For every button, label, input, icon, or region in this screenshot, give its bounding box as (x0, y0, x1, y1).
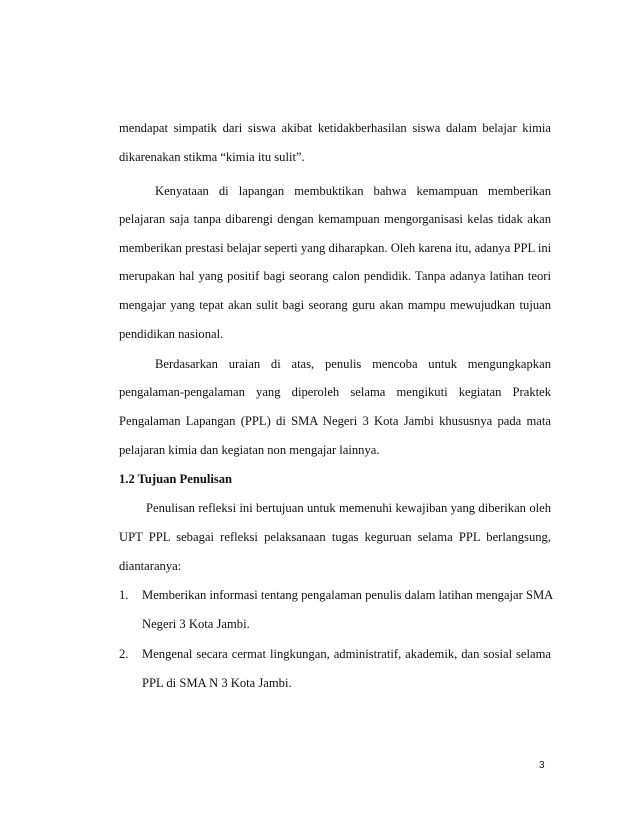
paragraph-line: pengalaman-pengalaman yang diperoleh selama mengikuti kegiatan Praktek (119, 385, 551, 399)
section-heading: 1.2 Tujuan Penulisan (119, 472, 233, 486)
paragraph-line: pendidikan nasional. (119, 327, 224, 341)
paragraph-line: merupakan hal yang positif bagi seorang calon pendidik. Tanpa adanya latihan teori (119, 269, 551, 283)
page-number: 3 (539, 760, 545, 771)
paragraph-line: mendapat simpatik dari siswa akibat ketidakberhasilan siswa dalam belajar kimia (119, 121, 551, 135)
paragraph-line: Kenyataan di lapangan membuktikan bahwa kemampuan memberikan (155, 184, 551, 198)
paragraph-line: Pengalaman Lapangan (PPL) di SMA Negeri 3 Kota Jambi khususnya pada mata (119, 414, 551, 428)
list-item-line: Mengenal secara cermat lingkungan, administratif, akademik, dan sosial selama (142, 647, 551, 661)
list-item-line: Negeri 3 Kota Jambi. (142, 617, 250, 631)
list-item-number: 2. (119, 647, 129, 661)
list-item-line: PPL di SMA N 3 Kota Jambi. (142, 676, 292, 690)
paragraph-line: pelajaran kimia dan kegiatan non mengajar lainnya. (119, 443, 380, 457)
paragraph-line: dikarenakan stikma “kimia itu sulit”. (119, 150, 305, 164)
paragraph-line: Berdasarkan uraian di atas, penulis mencoba untuk mengungkapkan (155, 357, 551, 371)
paragraph-line: pelajaran saja tanpa dibarengi dengan kemampuan mengorganisasi kelas tidak akan (119, 212, 551, 226)
paragraph-line: Penulisan refleksi ini bertujuan untuk memenuhi kewajiban yang diberikan oleh (146, 501, 551, 515)
paragraph-line: diantaranya: (119, 559, 182, 573)
list-item-number: 1. (119, 588, 129, 602)
list-item-line: Memberikan informasi tentang pengalaman penulis dalam latihan mengajar SMA (142, 588, 554, 602)
paragraph-line: UPT PPL sebagai refleksi pelaksanaan tugas keguruan selama PPL berlangsung, (119, 530, 551, 544)
paragraph-line: mengajar yang tepat akan sulit bagi seorang guru akan mampu mewujudkan tujuan (119, 298, 551, 312)
paragraph-line: memberikan prestasi belajar seperti yang diharapkan. Oleh karena itu, adanya PPL ini (119, 241, 552, 255)
